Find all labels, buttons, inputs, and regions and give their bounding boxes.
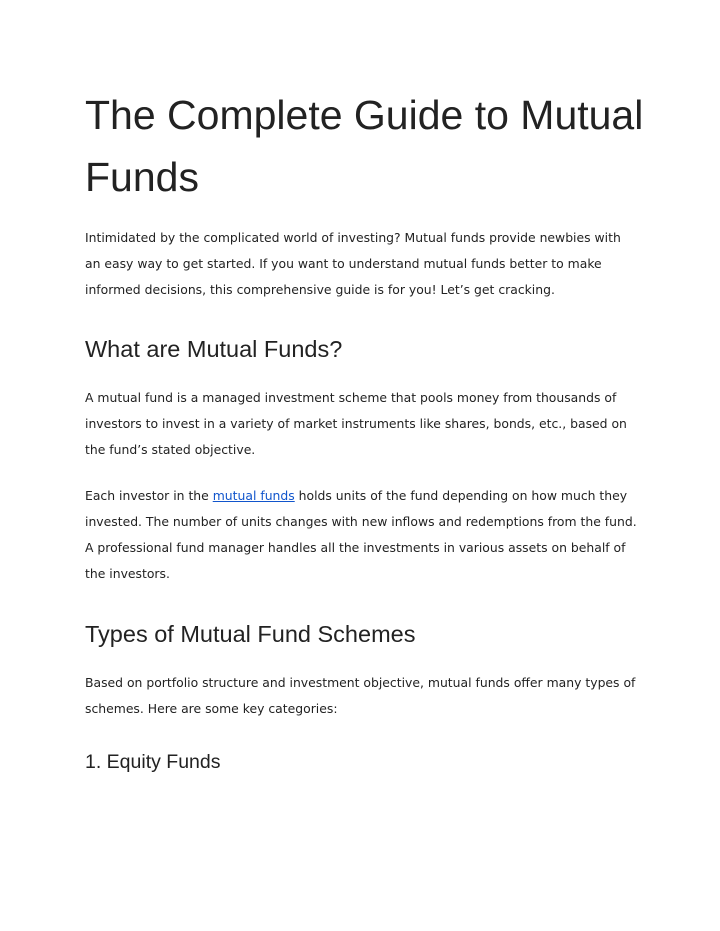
page-title: The Complete Guide to Mutual Funds: [85, 92, 644, 200]
subheading-equity-funds: 1. Equity Funds: [85, 751, 221, 773]
what-paragraph-2-lead: Each investor in the: [85, 488, 213, 503]
section-heading-what-are-mutual-funds: What are Mutual Funds?: [85, 336, 343, 362]
section-heading-types-of-schemes: Types of Mutual Fund Schemes: [85, 621, 416, 647]
mutual-funds-link[interactable]: mutual funds: [212, 488, 295, 503]
what-paragraph-2-rest: holds units of the fund depending on how much they invested. The number of units changes with new inflows and redemptions from the fund. A professional fund manager handles all the investments in various assets on behalf of the investors.: [85, 488, 637, 581]
what-paragraph-1: A mutual fund is a managed investment scheme that pools money from thousands of investors to invest in a variety of market instruments like shares, bonds, etc., based on the fund’s stated objective.: [85, 390, 627, 457]
intro-paragraph: Intimidated by the complicated world of investing? Mutual funds provide newbies with an easy way to get started. If you want to understand mutual funds better to make informed decisions, this comprehensive guide is for you! Let’s get cracking.: [85, 230, 621, 297]
types-paragraph: Based on portfolio structure and investment objective, mutual funds offer many types of schemes. Here are some key categories:: [85, 675, 636, 716]
what-paragraph-2: [85, 483, 640, 587]
